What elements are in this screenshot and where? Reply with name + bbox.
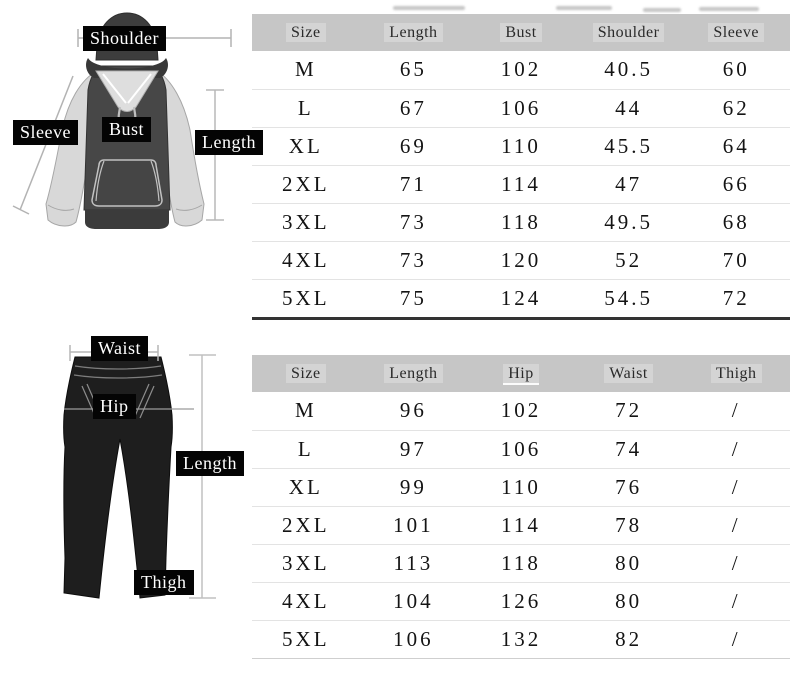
measurement-cell: 110	[467, 468, 575, 506]
size-table	[252, 355, 790, 658]
pants-length-label: Length	[176, 451, 244, 476]
column-header-thigh	[682, 355, 790, 392]
crop-artifact	[643, 8, 681, 12]
measurement-cell: 132	[500, 626, 542, 651]
measurement-cell: 67	[360, 89, 468, 127]
size-cell: 5XL	[282, 285, 330, 310]
measurement-cell: 118	[467, 203, 575, 241]
measurement-cell: 74	[575, 430, 683, 468]
size-row-l	[252, 430, 790, 468]
measurement-cell: 71	[360, 165, 468, 203]
column-header-bust	[467, 14, 575, 51]
measurement-cell: 73	[360, 241, 468, 279]
measurement-cell: 99	[360, 468, 468, 506]
column-header-label: Length	[384, 364, 442, 383]
column-header-label: Size	[286, 364, 326, 383]
column-header-label: Hip	[503, 364, 539, 385]
measurement-cell: 70	[682, 241, 790, 279]
measurement-cell: 113	[360, 544, 468, 582]
measurement-cell: 54.5	[604, 285, 653, 310]
size-cell: 3XL	[252, 203, 360, 241]
measurement-cell: 75	[399, 285, 427, 310]
hoodie-shoulder-label: Shoulder	[83, 26, 166, 51]
measurement-cell: 73	[360, 203, 468, 241]
hoodie-sleeve-label: Sleeve	[13, 120, 78, 145]
measurement-cell: 102	[467, 392, 575, 430]
measurement-cell: /	[682, 544, 790, 582]
table-header-row	[252, 355, 790, 392]
measurement-cell: 97	[360, 430, 468, 468]
measurement-cell: 106	[467, 430, 575, 468]
size-row-l	[252, 89, 790, 127]
column-header-label: Shoulder	[593, 23, 665, 42]
measurement-cell: 80	[575, 544, 683, 582]
size-cell: L	[252, 89, 360, 127]
size-row-xl	[252, 127, 790, 165]
measurement-cell: 72	[722, 285, 750, 310]
measurement-cell: 126	[467, 582, 575, 620]
crop-artifact	[699, 7, 759, 11]
crop-artifact	[393, 6, 465, 10]
size-cell: 2XL	[252, 506, 360, 544]
hoodie-hem-band	[85, 210, 169, 229]
measurement-cell: 60	[682, 51, 790, 89]
measurement-cell: 120	[467, 241, 575, 279]
column-header-size	[252, 14, 360, 51]
size-cell: 3XL	[252, 544, 360, 582]
hoodie-size-table	[252, 14, 790, 320]
column-header-label: Bust	[500, 23, 541, 42]
measurement-cell: 64	[682, 127, 790, 165]
size-cell: 2XL	[252, 165, 360, 203]
measurement-cell: 52	[575, 241, 683, 279]
column-header-label: Length	[384, 23, 442, 42]
measurement-cell: /	[682, 468, 790, 506]
pants-hip-label: Hip	[93, 394, 136, 419]
crop-artifact	[556, 6, 612, 10]
measurement-cell: /	[682, 392, 790, 430]
measurement-cell: 80	[575, 582, 683, 620]
measurement-cell: /	[682, 582, 790, 620]
measurement-cell: 49.5	[575, 203, 683, 241]
measurement-cell: 118	[467, 544, 575, 582]
size-row-4xl	[252, 241, 790, 279]
measurement-cell: /	[682, 430, 790, 468]
size-cell: XL	[252, 468, 360, 506]
measurement-cell: 102	[467, 51, 575, 89]
measurement-cell: 69	[360, 127, 468, 165]
column-header-label: Waist	[604, 364, 653, 383]
hoodie-length-label: Length	[195, 130, 263, 155]
column-header-label: Sleeve	[708, 23, 764, 42]
measurement-cell: 40.5	[575, 51, 683, 89]
size-row-3xl	[252, 544, 790, 582]
size-cell: M	[252, 51, 360, 89]
size-row-3xl	[252, 203, 790, 241]
measurement-cell: 68	[682, 203, 790, 241]
size-cell: 5XL	[282, 626, 330, 651]
measurement-cell: /	[682, 506, 790, 544]
measurement-cell: 62	[682, 89, 790, 127]
column-header-waist	[575, 355, 683, 392]
measurement-cell: 106	[393, 626, 434, 651]
size-cell: XL	[252, 127, 360, 165]
measurement-cell: 101	[360, 506, 468, 544]
hoodie-length-measure-line	[206, 90, 224, 220]
column-header-shoulder	[575, 14, 683, 51]
size-cell: 4XL	[252, 241, 360, 279]
size-cell: 4XL	[252, 582, 360, 620]
measurement-cell: 124	[500, 285, 542, 310]
measurement-cell: 72	[575, 392, 683, 430]
measurement-cell: 82	[615, 626, 643, 651]
column-header-label: Thigh	[711, 364, 762, 383]
pants-illustration	[30, 333, 235, 623]
measurement-cell: 47	[575, 165, 683, 203]
measurement-cell: 66	[682, 165, 790, 203]
size-row-5xl	[252, 620, 790, 658]
measurement-cell: 110	[467, 127, 575, 165]
pants-thigh-label: Thigh	[134, 570, 194, 595]
pants-figure	[30, 333, 235, 623]
pants-waist-label: Waist	[91, 336, 148, 361]
size-row-4xl	[252, 582, 790, 620]
measurement-cell: 104	[360, 582, 468, 620]
size-table	[252, 14, 790, 317]
column-header-hip	[467, 355, 575, 392]
size-row-xl	[252, 468, 790, 506]
measurement-cell: /	[731, 626, 741, 651]
size-row-m	[252, 392, 790, 430]
measurement-cell: 114	[467, 506, 575, 544]
measurement-cell: 96	[360, 392, 468, 430]
pants-size-table	[252, 355, 790, 659]
measurement-cell: 65	[360, 51, 468, 89]
size-cell: L	[252, 430, 360, 468]
measurement-cell: 76	[575, 468, 683, 506]
column-header-length	[360, 355, 468, 392]
pants-length-measure-line	[189, 355, 216, 598]
size-row-2xl	[252, 506, 790, 544]
measurement-cell: 106	[467, 89, 575, 127]
table-header-row	[252, 14, 790, 51]
size-row-m	[252, 51, 790, 89]
size-row-2xl	[252, 165, 790, 203]
column-header-sleeve	[682, 14, 790, 51]
measurement-cell: 78	[575, 506, 683, 544]
column-header-length	[360, 14, 468, 51]
column-header-size	[252, 355, 360, 392]
size-row-5xl	[252, 279, 790, 317]
measurement-cell: 114	[467, 165, 575, 203]
measurement-cell: 45.5	[575, 127, 683, 165]
measurement-cell: 44	[575, 89, 683, 127]
hoodie-bust-label: Bust	[102, 117, 151, 142]
size-cell: M	[252, 392, 360, 430]
column-header-label: Size	[286, 23, 326, 42]
